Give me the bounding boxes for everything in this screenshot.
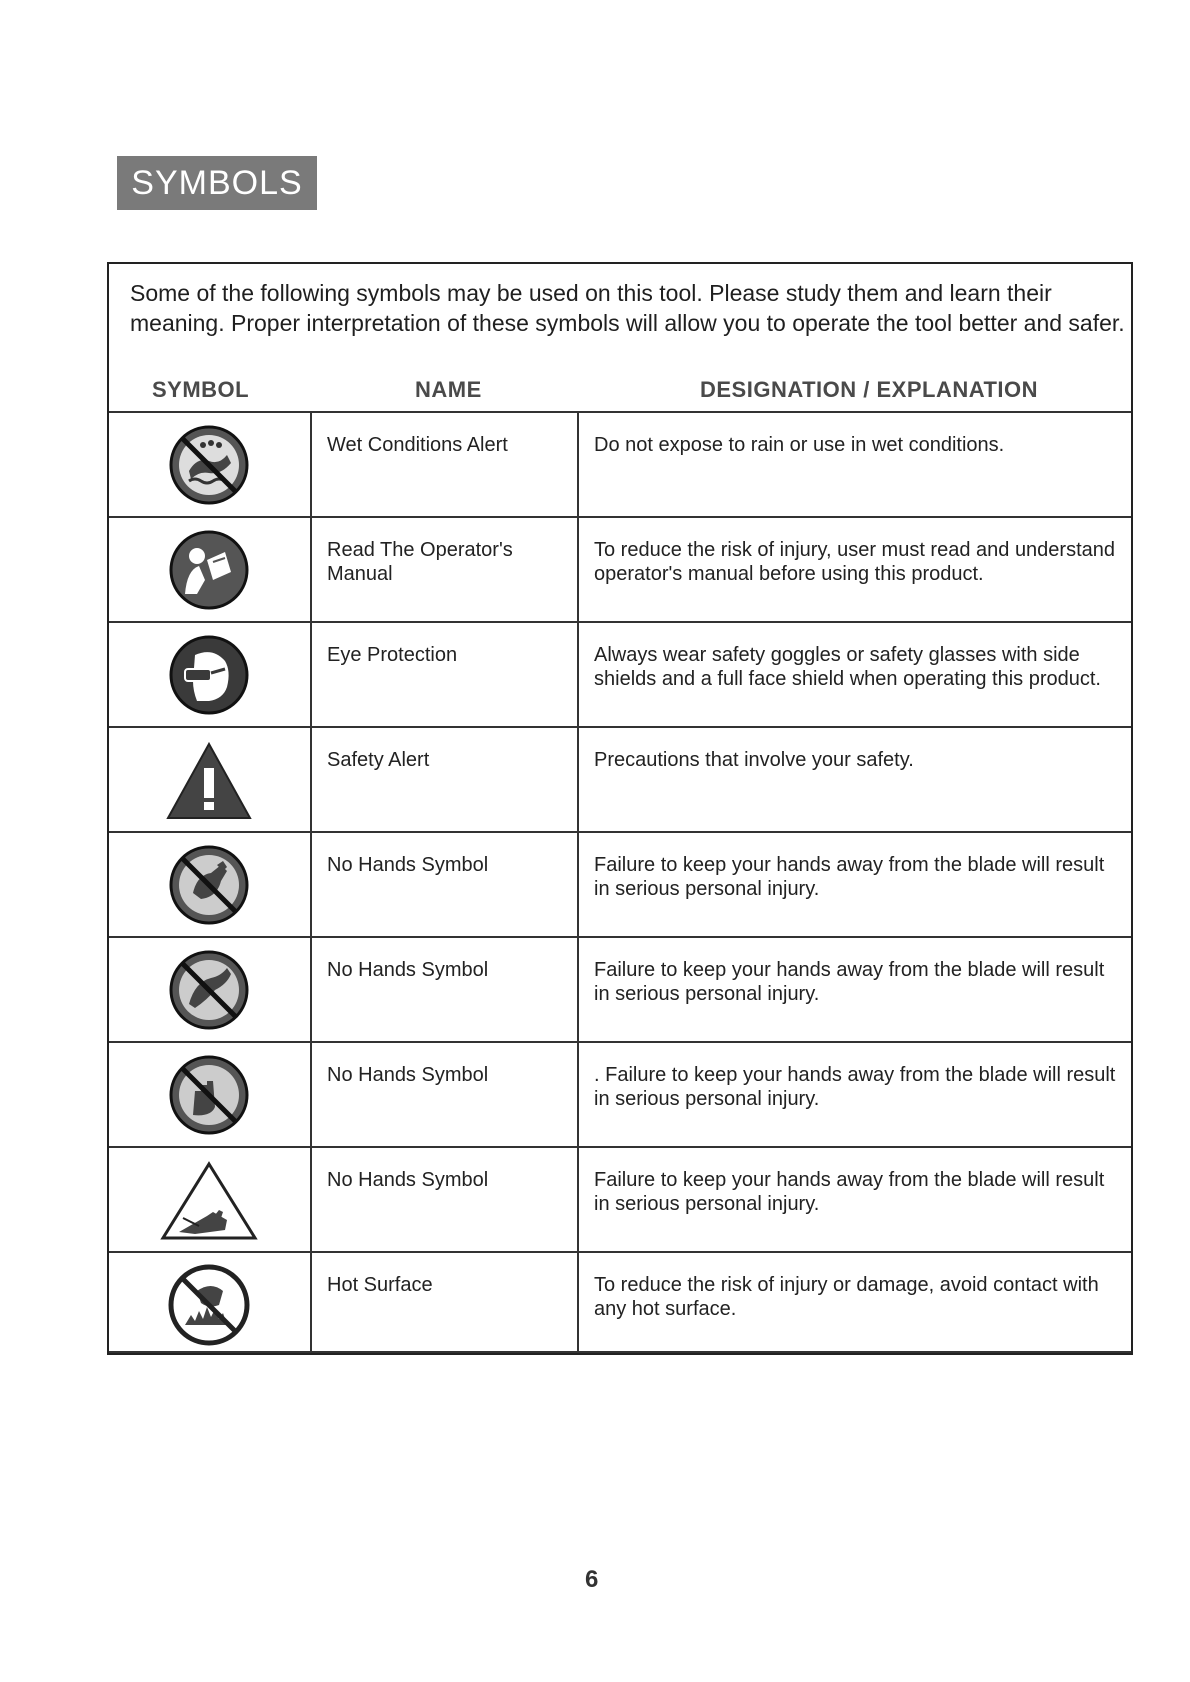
table-row [109, 726, 1131, 831]
symbol-description: Do not expose to rain or use in wet conditions. [594, 434, 1005, 456]
symbol-description: . Failure to keep your hands away from the blade will result in serious personal injury. [594, 1064, 1116, 1110]
column-header-designation: DESIGNATION / EXPLANATION [700, 377, 1039, 402]
wet-conditions-icon [109, 413, 309, 516]
table-row [109, 411, 1131, 516]
symbol-description: Failure to keep your hands away from the blade will result in serious personal injury. [594, 1169, 1105, 1215]
hot-surface-icon [109, 1253, 309, 1356]
table-row [109, 621, 1131, 726]
symbol-name: Hot Surface [327, 1274, 433, 1296]
no-hands-icon [109, 938, 309, 1041]
symbol-description: Failure to keep your hands away from the blade will result in serious personal injury. [594, 854, 1105, 900]
page-number: 6 [585, 1566, 599, 1593]
symbol-description: Always wear safety goggles or safety glasses with side shields and a full face shield when operating this product. [594, 644, 1101, 690]
intro-text: Some of the following symbols may be used on this tool. Please study them and learn their meaning. Proper interpretation of these symbols will allow you to operate the tool better and safer. [130, 280, 1125, 336]
symbol-name: Read The Operator's Manual [327, 539, 513, 585]
no-hands-triangle-icon [109, 1148, 309, 1251]
symbol-description: Precautions that involve your safety. [594, 749, 914, 771]
table-row [109, 1146, 1131, 1251]
read-manual-icon [109, 518, 309, 621]
column-header-symbol: SYMBOL [152, 377, 250, 402]
symbol-name: Eye Protection [327, 644, 458, 666]
column-divider [310, 411, 312, 1353]
table-row [109, 516, 1131, 621]
column-header-name: NAME [415, 377, 482, 402]
symbol-name: No Hands Symbol [327, 1169, 489, 1191]
table-row [109, 1041, 1131, 1146]
safety-alert-icon [109, 728, 309, 831]
symbol-name: No Hands Symbol [327, 854, 489, 876]
eye-protection-icon [109, 623, 309, 726]
table-row [109, 831, 1131, 936]
symbol-description: Failure to keep your hands away from the blade will result in serious personal injury. [594, 959, 1105, 1005]
symbols-table [109, 411, 1131, 1353]
symbol-name: No Hands Symbol [327, 1064, 489, 1086]
table-row [109, 936, 1131, 1041]
symbol-name: No Hands Symbol [327, 959, 489, 981]
no-hands-icon [109, 833, 309, 936]
symbol-name: Safety Alert [327, 749, 430, 771]
symbol-description: To reduce the risk of injury or damage, avoid contact with any hot surface. [594, 1274, 1099, 1320]
section-title: SYMBOLS [117, 156, 317, 210]
column-divider [577, 411, 579, 1353]
symbol-description: To reduce the risk of injury, user must read and understand operator's manual before using this product. [594, 539, 1116, 585]
symbol-name: Wet Conditions Alert [327, 434, 508, 456]
no-hands-icon [109, 1043, 309, 1146]
table-row [109, 1251, 1131, 1353]
